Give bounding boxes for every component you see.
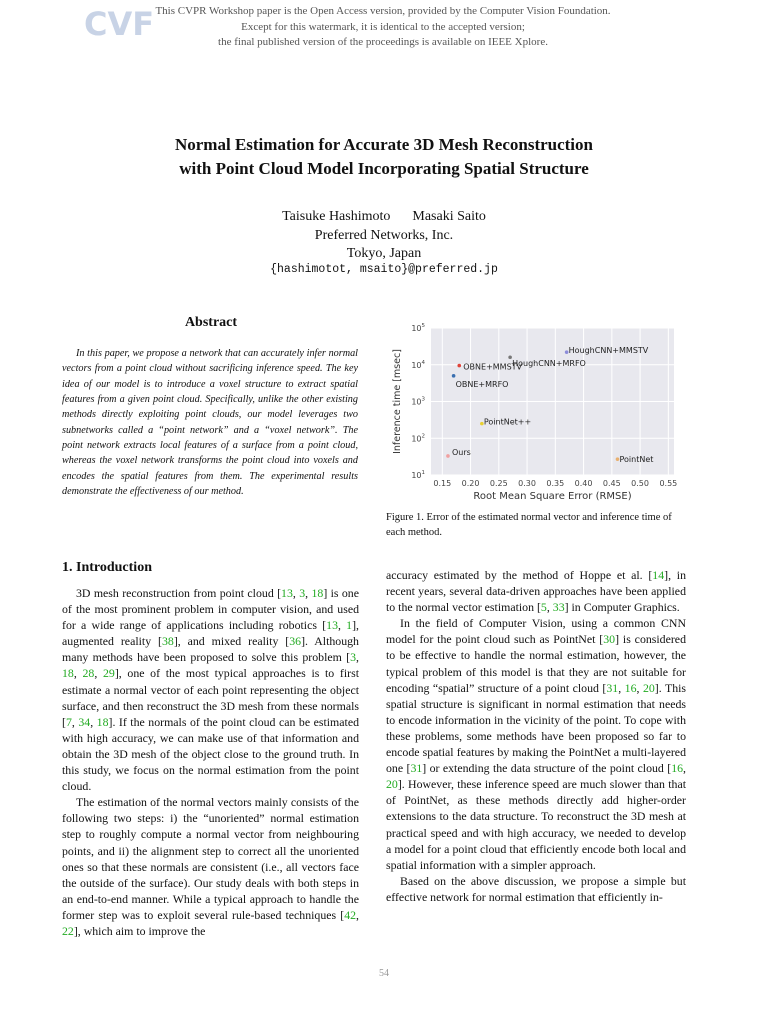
x-tick-label: 0.35 <box>546 479 565 488</box>
citation-link[interactable]: 3 <box>350 650 357 665</box>
body-text: ]. If the normals of the point cloud can be estimated with high accuracy, we can make use of that information and obtain the 3D mesh of the object close to the ground truth. In this study, we focus on the normal estimation from the point cloud. <box>62 714 359 794</box>
intro-left-column <box>62 585 359 939</box>
body-text: ], in recent years, several data-driven approaches have been applied to the normal vector estimation [ <box>386 568 686 615</box>
point-label: PointNet++ <box>483 417 532 427</box>
citation-link[interactable]: 31 <box>606 680 619 695</box>
y-tick-label: $10^5$ <box>411 323 425 333</box>
x-tick-label: 0.30 <box>518 479 536 488</box>
abstract-heading: Abstract <box>184 315 238 330</box>
x-tick-label: 0.50 <box>631 479 649 488</box>
body-text: , <box>292 586 300 600</box>
body-text: ] is considered to be effective to handle the normal estimation, however, the typical problem of this model is that they are not suitable for encoding “spatial” structure of a point cloud [ <box>386 632 686 695</box>
paper-title <box>90 133 678 181</box>
body-text: ], which aim to improve the <box>73 923 206 938</box>
body-text: , <box>546 600 553 615</box>
watermark-line: This CVPR Workshop paper is the Open Access version, provided by the Computer Vision Foundation. <box>155 5 611 17</box>
body-text: , <box>618 680 625 695</box>
body-text: , <box>356 907 359 922</box>
author-email: {hashimotot, msaito}@preferred.jp <box>270 263 498 276</box>
paragraph <box>386 615 686 873</box>
citation-link[interactable]: 42 <box>344 907 357 922</box>
body-text: , <box>356 650 359 665</box>
cvf-logo <box>82 4 155 43</box>
svg-text:CVF: CVF <box>84 5 155 43</box>
section-heading: 1. Introduction <box>62 560 152 575</box>
paragraph <box>62 794 359 939</box>
body-text: ] in Computer Graphics. <box>564 600 680 615</box>
author-block <box>200 208 568 264</box>
x-tick-label: 0.55 <box>659 479 678 488</box>
paragraph <box>386 567 686 615</box>
citation-link[interactable]: 18 <box>62 666 74 681</box>
body-text: ]. Although many methods have been proposed to solve this problem [ <box>62 634 359 665</box>
point-label: PointNet <box>619 455 654 465</box>
x-tick-label: 0.20 <box>461 479 480 488</box>
citation-link[interactable]: 29 <box>102 666 115 681</box>
body-text: ] or extending the data structure of the point cloud [ <box>422 761 672 776</box>
y-tick-labels <box>411 323 425 480</box>
data-point <box>452 374 456 378</box>
abstract-body <box>62 346 358 499</box>
citation-link[interactable]: 14 <box>652 568 665 582</box>
y-axis-label: Inference time [msec] <box>392 349 403 454</box>
page-number: 54 <box>379 968 389 979</box>
affiliation: Preferred Networks, Inc. <box>314 227 454 243</box>
body-text: , <box>337 618 347 633</box>
data-point <box>457 364 461 368</box>
body-text: , <box>683 761 686 776</box>
citation-link[interactable]: 3 <box>299 586 306 600</box>
citation-link[interactable]: 20 <box>386 777 398 792</box>
x-tick-label: 0.15 <box>433 479 452 488</box>
y-tick-label: $10^1$ <box>411 470 425 480</box>
citation-link[interactable]: 31 <box>410 761 423 776</box>
watermark-line: Except for this watermark, it is identical to the accepted version; <box>241 20 525 33</box>
body-text: ], and mixed reality [ <box>173 634 290 649</box>
body-text: , <box>636 680 643 695</box>
citation-link[interactable]: 13 <box>281 586 293 600</box>
watermark-line: the final published version of the proceedings is available on IEEE Xplore. <box>218 36 548 48</box>
author-name: Taisuke Hashimoto <box>282 209 391 224</box>
citation-link[interactable]: 38 <box>161 634 174 649</box>
abstract-text: In this paper, we propose a network that can accurately infer normal vectors from a point cloud without sacrificing inference speed. The key idea of our model is to introduce a voxel structure to extract spatial features from a given point cloud. Specifically, unlike the other existing methods directly exploiting point clouds, our model leverages two subnetworks called a “point network” and a “voxel network”. The point network extracts local features of a surface from a point cloud, whereas the voxel network transforms the point cloud into voxels and encodes the spatial features from them. The experimental results demonstrate the effectiveness of our method. <box>62 348 358 498</box>
citation-link[interactable]: 36 <box>289 634 302 649</box>
body-text: , <box>71 714 79 729</box>
point-label: HoughCNN+MRFO <box>512 359 586 369</box>
title-line: Normal Estimation for Accurate 3D Mesh Reconstruction <box>174 135 593 154</box>
paragraph <box>62 585 359 794</box>
y-tick-label: $10^2$ <box>411 433 425 444</box>
x-tick-label: 0.40 <box>574 479 593 488</box>
body-text: ], one of the most typical approaches is to first estimate a normal vector of each point representing the object surface, and then reconstruct the 3D mesh from these normals [ <box>62 666 359 729</box>
citation-link[interactable]: 1 <box>346 618 353 633</box>
point-label: HoughCNN+MMSTV <box>568 346 649 356</box>
body-text: , <box>94 666 103 681</box>
x-tick-label: 0.45 <box>602 479 621 488</box>
data-point <box>446 454 450 458</box>
citation-link[interactable]: 16 <box>671 761 684 776</box>
point-label: Ours <box>451 447 471 457</box>
body-text: , <box>90 714 97 729</box>
body-text: 3D mesh reconstruction from point cloud [ <box>76 586 282 600</box>
citation-link[interactable]: 5 <box>540 600 547 615</box>
y-tick-label: $10^3$ <box>411 396 425 407</box>
body-text: , <box>73 666 83 681</box>
body-text: In the field of Computer Vision, using a common CNN model for the point cloud such as PointNet [ <box>386 616 686 647</box>
author-name: Masaki Saito <box>412 209 486 224</box>
body-text: ] is one of the most prominent problem in computer vision, and used for a wide range of applications including robotics [ <box>62 586 359 633</box>
body-text: accuracy estimated by the method of Hoppe et al. [ <box>386 568 653 582</box>
point-label: OBNE+MMSTV <box>463 362 523 372</box>
body-text: ]. However, these inference speed are much slower than that of PointNet, as these methods directly add higher-order extensions to the data structure. To reconstruct the 3D mesh at practical speed and with high accuracy, we needed to develop a model for a point cloud that efficiently encode both local and spatial information with a simpler approach. <box>386 777 686 872</box>
citation-link[interactable]: 20 <box>642 680 655 695</box>
y-tick-label: $10^4$ <box>411 359 425 370</box>
body-text: The estimation of the normal vectors mainly consists of the following two steps: i) the “unoriented” normal estimation step to roughly compute a normal vector from neighbouring points, and ii) the alignment step to correct all the unoriented ones so that these normals are consistent (i.e., all vectors face the outside of the surface). Our study deals with both steps in an end-to-end manner. While a typical approach to handle the former step was to exploit several rule-based techniques [ <box>62 795 359 922</box>
body-text: ]. This spatial structure is significant in normal estimation that needs to encode information in the vicinity of the point. To cope with these problems, some methods have been proposed so far to encode spatial features by making the PointNet a multi-layered one [ <box>386 680 687 776</box>
x-tick-labels <box>433 479 677 488</box>
title-line: with Point Cloud Model Incorporating Spatial Structure <box>179 159 589 178</box>
citation-link[interactable]: 13 <box>326 618 338 633</box>
location: Tokyo, Japan <box>346 246 422 261</box>
citation-link[interactable]: 16 <box>624 680 637 695</box>
citation-link[interactable]: 18 <box>96 714 109 729</box>
intro-right-column <box>386 567 686 905</box>
citation-link[interactable]: 22 <box>62 923 74 938</box>
body-text: , <box>305 586 312 600</box>
paragraph <box>386 873 686 905</box>
citation-link[interactable]: 7 <box>65 714 72 729</box>
citation-link[interactable]: 18 <box>311 586 324 600</box>
x-tick-label: 0.25 <box>489 479 508 488</box>
point-label: OBNE+MRFO <box>455 379 509 389</box>
body-text: Based on the above discussion, we propose a simple but effective network for normal estimation that efficiently in- <box>386 873 686 904</box>
figure-caption: Figure 1. Error of the estimated normal vector and inference time of each method. <box>386 512 672 538</box>
citation-link[interactable]: 34 <box>78 714 91 729</box>
watermark-notice <box>150 4 616 51</box>
citation-link[interactable]: 30 <box>603 632 616 647</box>
body-text: ], augmented reality [ <box>62 618 359 649</box>
citation-link[interactable]: 28 <box>82 666 95 681</box>
figure-1-chart <box>384 320 689 505</box>
citation-link[interactable]: 33 <box>552 600 565 615</box>
x-axis-label: Root Mean Square Error (RMSE) <box>473 491 632 502</box>
